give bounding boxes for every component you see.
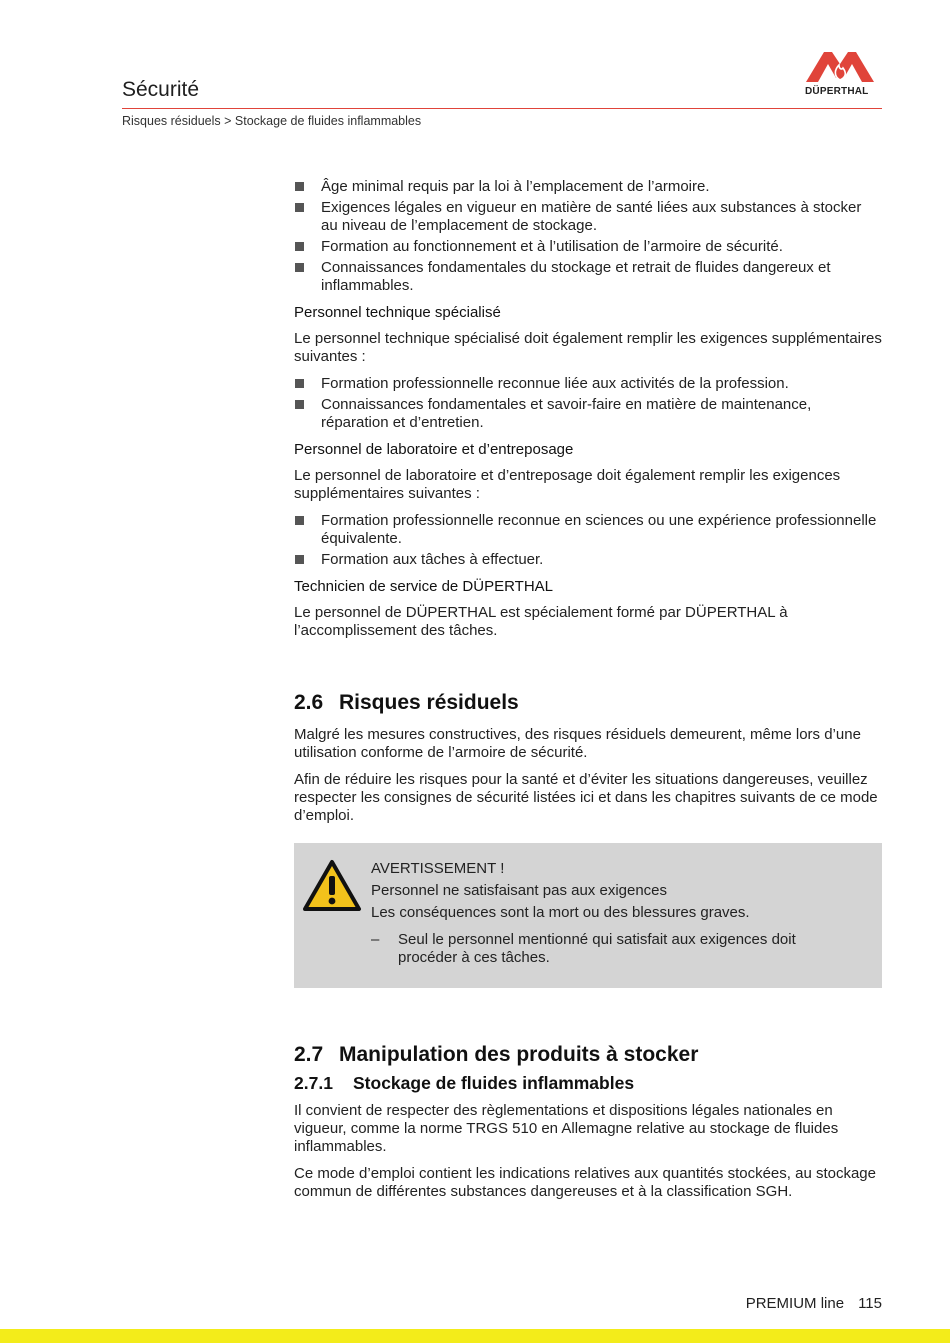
lab-requirements-list xyxy=(294,512,882,569)
dash-marker: – xyxy=(371,931,380,948)
warning-consequence: Les conséquences sont la mort ou des blessures graves. xyxy=(371,904,750,921)
warning-label: AVERTISSEMENT ! xyxy=(371,860,505,877)
warning-action-text: Seul le personnel mentionné qui satisfait aux exigences doit procéder à ces tâches. xyxy=(398,931,796,966)
paragraph: Le personnel de laboratoire et d’entreposage doit également remplir les exigences supplémentaires suivantes : xyxy=(294,467,841,502)
warning-triangle-icon xyxy=(302,859,362,918)
paragraph: Le personnel technique spécialisé doit également remplir les exigences supplémentaires suivantes : xyxy=(294,330,882,365)
section-title: Risques résiduels xyxy=(339,691,519,714)
section-heading-2-6 xyxy=(294,690,882,716)
list-item: Formation professionnelle reconnue liée aux activités de la profession. xyxy=(294,375,882,393)
list-item: Exigences légales en vigueur en matière de santé liées aux substances à stocker au niveau de l’emplacement de stockage. xyxy=(294,199,882,235)
warning-text xyxy=(371,860,841,971)
page-title: Sécurité xyxy=(122,78,200,101)
footer-color-bar xyxy=(0,1329,950,1343)
paragraph: Ce mode d’emploi contient les indications relatives aux quantités stockées, au stockage commun de différentes substances dangereuses et à la classification SGH. xyxy=(294,1165,876,1200)
subheading-lab-staff: Personnel de laboratoire et d’entreposage xyxy=(294,441,574,458)
header-divider xyxy=(122,108,882,109)
page-number: 115 xyxy=(858,1295,882,1312)
page-footer xyxy=(746,1295,882,1312)
paragraph: Le personnel de DÜPERTHAL est spécialement formé par DÜPERTHAL à l’accomplissement des tâches. xyxy=(294,604,788,639)
breadcrumb: Risques résiduels > Stockage de fluides inflammables xyxy=(122,114,422,128)
subsection-heading-2-7-1 xyxy=(294,1072,882,1094)
subsection-title: Stockage de fluides inflammables xyxy=(353,1073,635,1093)
list-item: Formation aux tâches à effectuer. xyxy=(294,551,882,569)
list-item: Formation au fonctionnement et à l’utilisation de l’armoire de sécurité. xyxy=(294,238,882,256)
paragraph: Il convient de respecter des règlementations et dispositions légales nationales en vigueur, comme la norme TRGS 510 en Allemagne relative au stockage de fluides inflammables. xyxy=(294,1102,839,1155)
section-heading-2-7 xyxy=(294,1042,882,1068)
subheading-service-tech: Technicien de service de DÜPERTHAL xyxy=(294,578,554,595)
section-title: Manipulation des produits à stocker xyxy=(339,1043,699,1066)
list-item: Formation professionnelle reconnue en sciences ou une expérience professionnelle équivalente. xyxy=(294,512,882,548)
logo-wordmark: DÜPERTHAL xyxy=(805,86,869,97)
list-item: Âge minimal requis par la loi à l’emplacement de l’armoire. xyxy=(294,178,882,196)
subheading-tech-staff: Personnel technique spécialisé xyxy=(294,304,501,321)
tech-requirements-list xyxy=(294,375,882,432)
section-number: 2.6 xyxy=(294,691,324,714)
warning-box xyxy=(294,843,882,988)
brand-logo xyxy=(803,50,881,100)
subsection-number: 2.7.1 xyxy=(294,1073,333,1093)
main-content xyxy=(294,178,882,1210)
product-line: PREMIUM line xyxy=(745,1295,845,1312)
warning-action xyxy=(371,931,841,967)
warning-subtitle: Personnel ne satisfaisant pas aux exigences xyxy=(371,882,668,899)
paragraph: Afin de réduire les risques pour la santé et d’éviter les situations dangereuses, veuillez respecter les consignes de sécurité listées ici et dans les chapitres suivants de ce mode d’emploi. xyxy=(294,771,878,824)
flame-logo-icon xyxy=(806,50,874,84)
requirements-list xyxy=(294,178,882,295)
section-number: 2.7 xyxy=(294,1043,324,1066)
paragraph: Malgré les mesures constructives, des risques résiduels demeurent, même lors d’une utilisation conforme de l’armoire de sécurité. xyxy=(294,726,861,761)
list-item: Connaissances fondamentales du stockage et retrait de fluides dangereux et inflammables. xyxy=(294,259,882,295)
list-item: Connaissances fondamentales et savoir-faire en matière de maintenance, réparation et d’entretien. xyxy=(294,396,882,432)
